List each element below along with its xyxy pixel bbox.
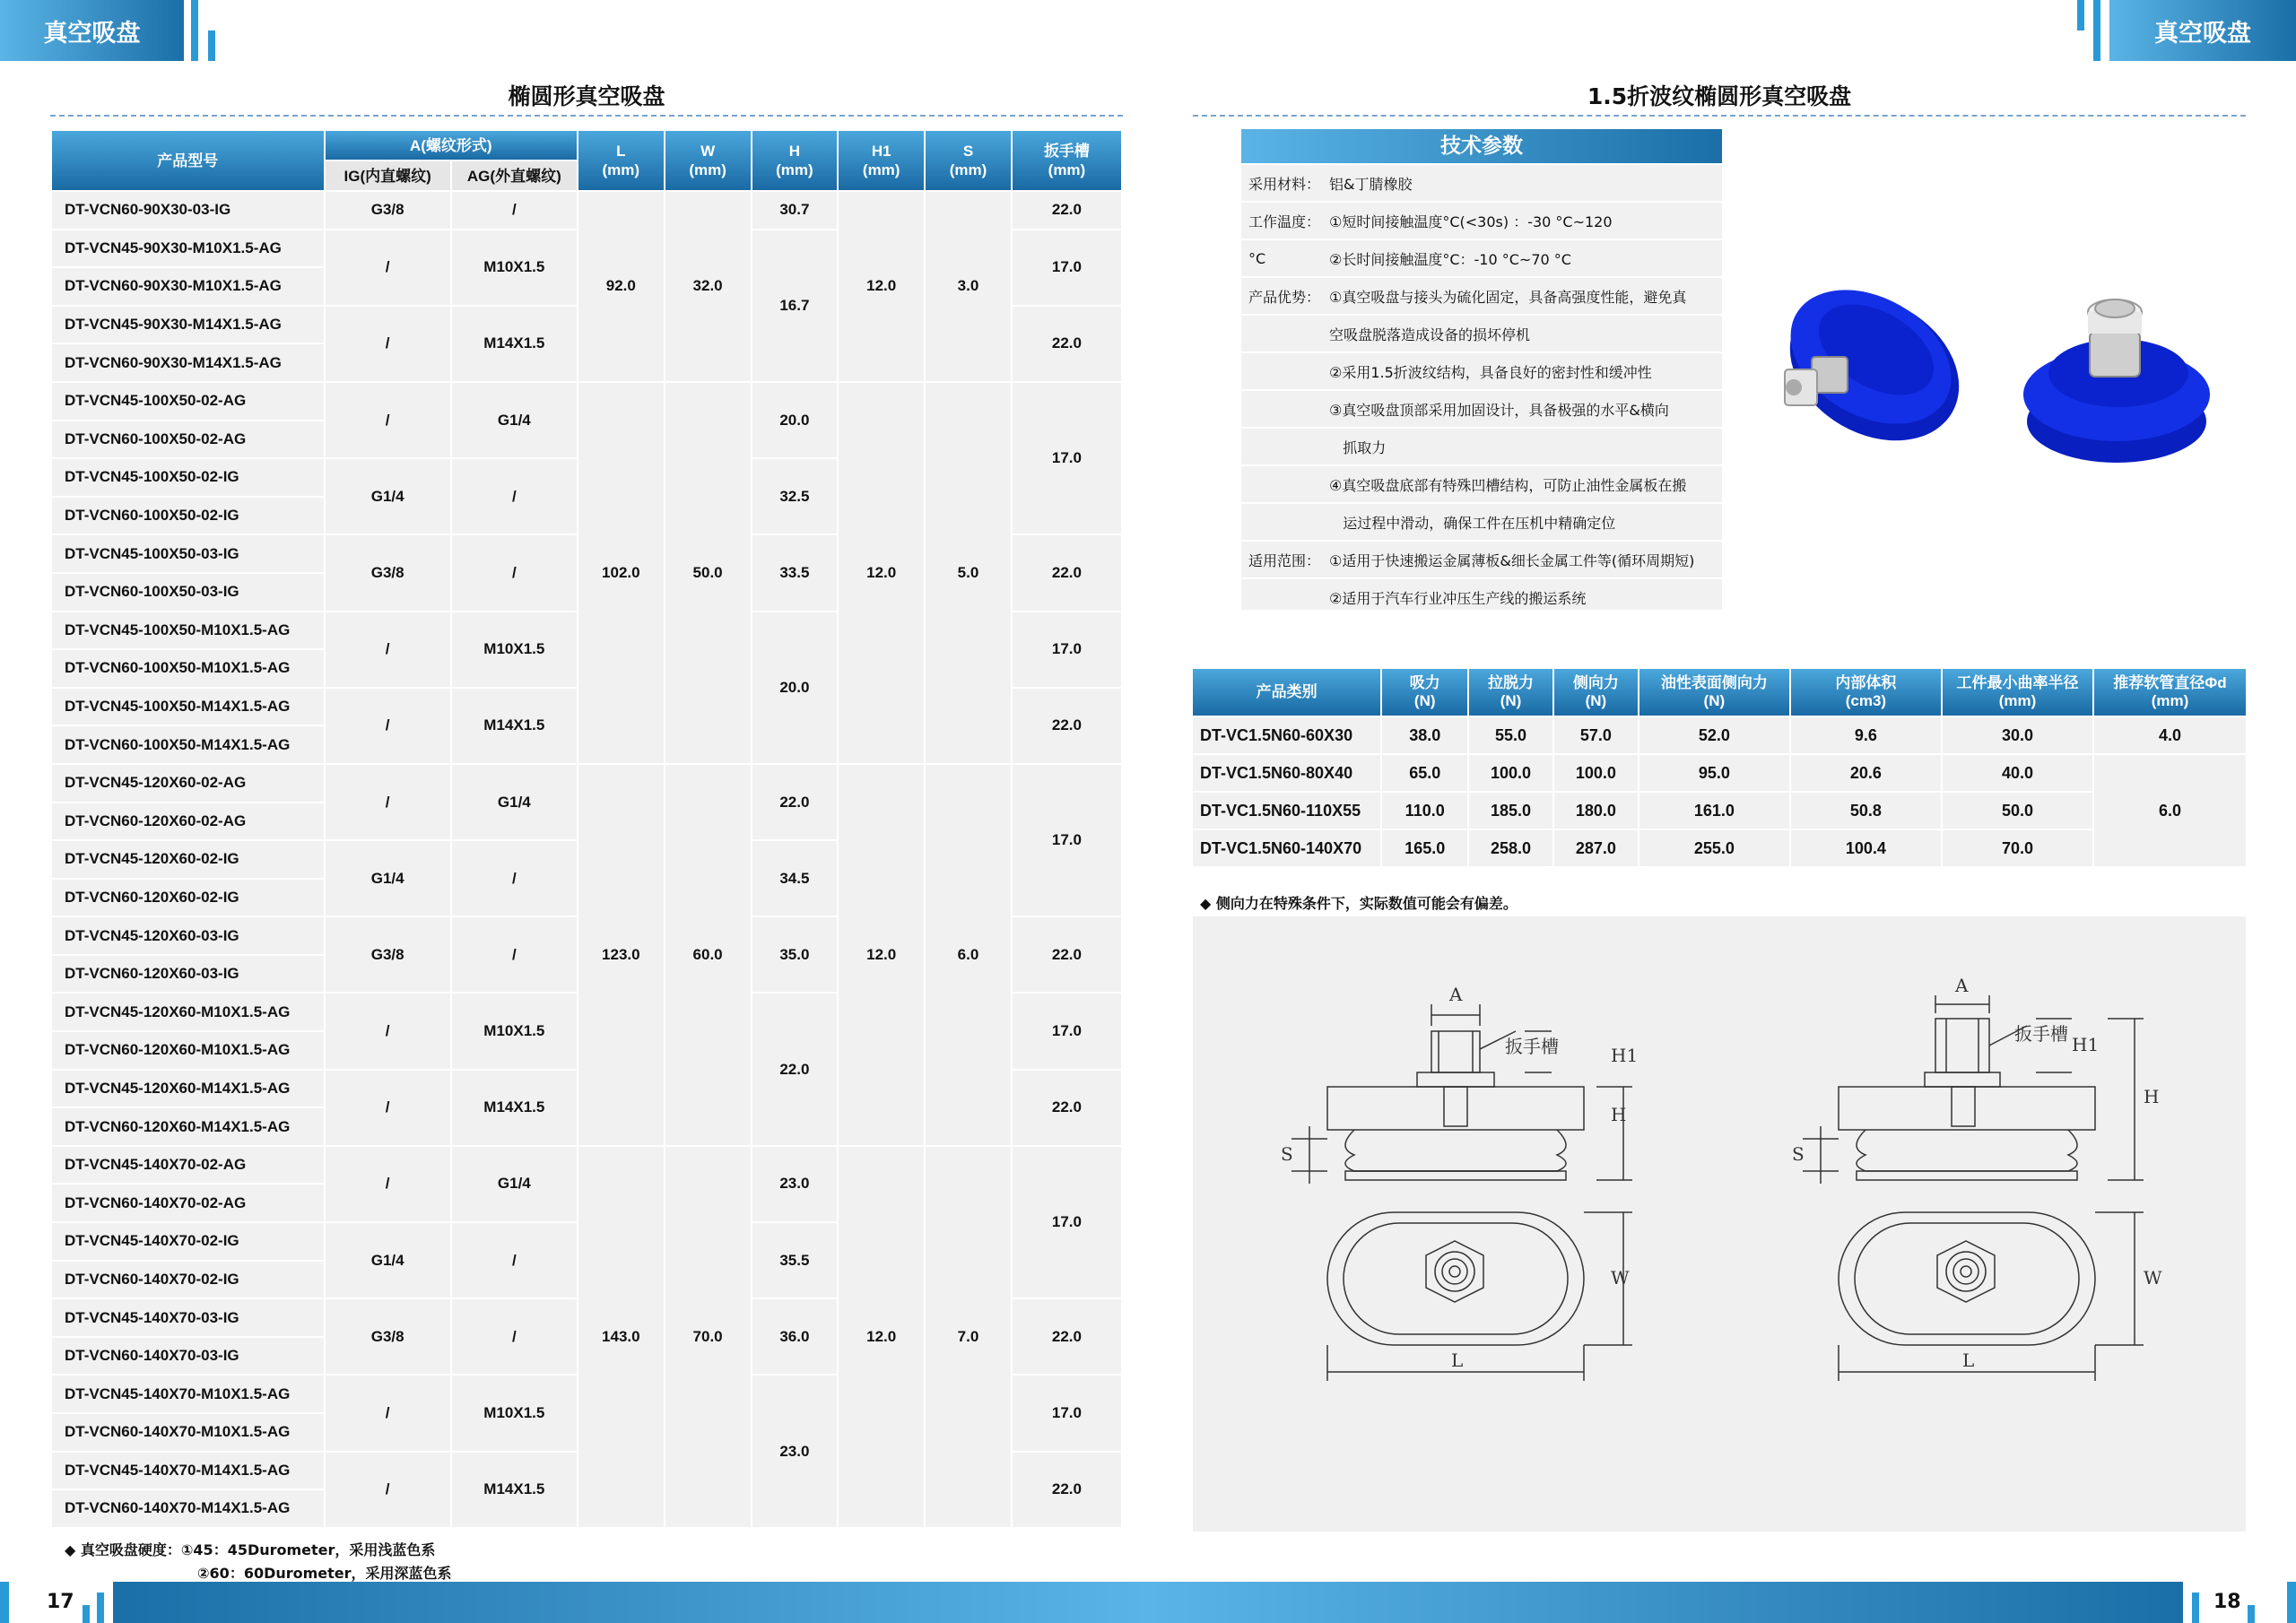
left-spec-table	[50, 129, 1123, 1529]
h-cell: 30.7	[752, 192, 838, 229]
spec-cell: 110.0	[1382, 793, 1467, 829]
spec-cell: 52.0	[1639, 717, 1789, 753]
spec-row	[1193, 755, 2246, 791]
w-cell: 70.0	[665, 1147, 751, 1527]
drawing-left-label-l: L	[1451, 1350, 1464, 1371]
spec-cell: 9.6	[1791, 717, 1941, 753]
spec-cell: 65.0	[1382, 755, 1467, 791]
model-cell: DT-VCN45-100X50-02-AG	[52, 383, 324, 420]
th-L: L (mm)	[578, 131, 664, 190]
model-cell: DT-VCN60-100X50-02-AG	[52, 421, 324, 458]
drawing-right-label-wrench: 扳手槽	[2014, 1023, 2068, 1045]
ig-cell: /	[326, 1453, 450, 1527]
ag-cell: G1/4	[452, 1147, 577, 1221]
spec-cell: 95.0	[1639, 755, 1789, 791]
h-cell: 22.0	[752, 765, 838, 839]
model-cell: DT-VCN60-120X60-02-IG	[52, 880, 324, 916]
model-cell: DT-VCN45-100X50-02-IG	[52, 459, 324, 496]
ag-cell: /	[452, 459, 577, 534]
header-bar-right-2	[2093, 0, 2100, 61]
tech-param-label: 采用材料：	[1248, 175, 1321, 193]
w-cell: 50.0	[665, 383, 751, 763]
wrench-cell: 22.0	[1013, 535, 1121, 610]
ag-cell: /	[452, 535, 577, 610]
tech-param-row	[1241, 352, 1722, 389]
wrench-cell: 22.0	[1013, 1453, 1121, 1527]
h1-cell: 12.0	[839, 1147, 924, 1527]
spec-cell: 165.0	[1382, 830, 1467, 866]
tech-param-row	[1241, 314, 1722, 352]
tech-param-row	[1241, 163, 1722, 201]
model-cell: DT-VCN60-120X60-M10X1.5-AG	[52, 1032, 324, 1069]
h-cell: 33.5	[752, 535, 838, 610]
model-cell: DT-VCN60-120X60-02-AG	[52, 803, 324, 840]
tech-param-row	[1241, 577, 1722, 615]
tech-param-row	[1241, 389, 1722, 427]
spec-cell: 70.0	[1943, 830, 2092, 866]
th-W: W (mm)	[665, 131, 751, 190]
drawing-left-label-s: S	[1281, 1143, 1293, 1165]
footer-right-mark-3	[2287, 1582, 2296, 1623]
spec-th: 吸力 (N)	[1382, 669, 1467, 716]
th-model: 产品型号	[52, 131, 324, 190]
s-cell: 5.0	[926, 383, 1011, 763]
product-image-top	[2018, 287, 2215, 466]
wrench-cell: 22.0	[1013, 1071, 1121, 1145]
ag-cell: G1/4	[452, 383, 577, 457]
model-cell: DT-VCN45-140X70-M14X1.5-AG	[52, 1453, 324, 1489]
spec-th: 侧向力 (N)	[1554, 669, 1638, 716]
header-bar-right-1	[2077, 0, 2084, 30]
spec-cell: DT-VC1.5N60-140X70	[1193, 830, 1380, 866]
page-number-right: 18	[2213, 1591, 2241, 1613]
spec-th: 内部体积 (cm3)	[1791, 669, 1941, 716]
model-cell: DT-VCN45-140X70-02-IG	[52, 1223, 324, 1260]
ag-cell: /	[452, 192, 577, 229]
tech-param-text: 运过程中滑动，确保工件在压机中精确定位	[1329, 514, 1616, 532]
h-cell: 20.0	[752, 612, 838, 763]
wrench-cell: 22.0	[1013, 307, 1121, 381]
spec-th: 工件最小曲率半径 (mm)	[1943, 669, 2092, 716]
tech-param-text: ②采用1.5折波纹结构，具备良好的密封性和缓冲性	[1329, 363, 1652, 381]
ag-cell: /	[452, 917, 577, 992]
spec-cell: 258.0	[1469, 830, 1552, 866]
l-cell: 143.0	[578, 1147, 664, 1527]
drawing-left-label-h: H	[1611, 1104, 1627, 1125]
ag-cell: G1/4	[452, 765, 577, 839]
table-row	[52, 765, 1121, 802]
tech-param-text: 抓取力	[1329, 438, 1387, 456]
footer-left-mark-2	[83, 1605, 90, 1623]
ig-cell: /	[326, 230, 450, 305]
spec-cell: 100.4	[1791, 830, 1941, 866]
spec-row	[1193, 717, 2246, 753]
wrench-cell: 17.0	[1013, 383, 1121, 534]
ig-cell: G1/4	[326, 1223, 450, 1298]
ig-cell: G3/8	[326, 1299, 450, 1374]
ag-cell: /	[452, 1223, 577, 1298]
h-cell: 32.5	[752, 459, 838, 534]
tech-param-row	[1241, 464, 1722, 502]
spec-cell: 255.0	[1639, 830, 1789, 866]
ig-cell: /	[326, 612, 450, 687]
ag-cell: M14X1.5	[452, 1071, 577, 1145]
tech-param-row	[1241, 276, 1722, 314]
right-spec-table	[1191, 667, 2248, 868]
ig-cell: /	[326, 689, 450, 763]
ag-cell: M10X1.5	[452, 612, 577, 687]
model-cell: DT-VCN60-140X70-M14X1.5-AG	[52, 1490, 324, 1527]
ig-cell: G1/4	[326, 841, 450, 916]
h-cell: 23.0	[752, 1376, 838, 1526]
tech-params-rows	[1241, 163, 1722, 615]
ag-cell: M14X1.5	[452, 689, 577, 763]
footer-right-mark-2	[2248, 1605, 2255, 1623]
wrench-cell: 22.0	[1013, 192, 1121, 229]
ig-cell: /	[326, 1071, 450, 1145]
wrench-cell: 22.0	[1013, 689, 1121, 763]
drawing-right-label-h: H	[2144, 1086, 2160, 1107]
wrench-cell: 17.0	[1013, 612, 1121, 687]
spec-cell: 20.6	[1791, 755, 1941, 791]
model-cell: DT-VCN45-140X70-M10X1.5-AG	[52, 1376, 324, 1412]
footer-left-mark-3	[97, 1593, 104, 1623]
l-cell: 92.0	[578, 192, 664, 381]
model-cell: DT-VCN45-140X70-03-IG	[52, 1299, 324, 1336]
model-cell: DT-VCN60-140X70-03-IG	[52, 1338, 324, 1375]
left-spec-table-wrap	[50, 129, 1123, 1529]
tech-param-row	[1241, 201, 1722, 239]
spec-cell: 55.0	[1469, 717, 1552, 753]
spec-cell: 38.0	[1382, 717, 1467, 753]
tech-param-text: ①短时间接触温度°C(<30s) ：-30 °C~120	[1329, 213, 1613, 230]
h1-cell: 12.0	[839, 765, 924, 1145]
model-cell: DT-VCN60-100X50-M10X1.5-AG	[52, 650, 324, 687]
technical-drawing-left	[1256, 968, 1668, 1408]
w-cell: 60.0	[665, 765, 751, 1145]
s-cell: 3.0	[926, 192, 1011, 381]
spec-cell: 50.0	[1943, 793, 2092, 829]
model-cell: DT-VCN60-100X50-02-IG	[52, 498, 324, 534]
spec-th: 产品类别	[1193, 669, 1380, 716]
spec-cell: DT-VC1.5N60-110X55	[1193, 793, 1380, 829]
technical-drawing-right	[1767, 968, 2179, 1408]
model-cell: DT-VCN45-120X60-M10X1.5-AG	[52, 994, 324, 1030]
ag-cell: M10X1.5	[452, 230, 577, 305]
ig-cell: /	[326, 765, 450, 839]
spec-cell: 57.0	[1554, 717, 1638, 753]
l-cell: 123.0	[578, 765, 664, 1145]
tech-param-label: °C	[1248, 249, 1266, 267]
ig-cell: /	[326, 307, 450, 381]
s-cell: 6.0	[926, 765, 1011, 1145]
spec-cell: 100.0	[1554, 755, 1638, 791]
tech-params-panel	[1241, 129, 1722, 610]
spec-cell: 287.0	[1554, 830, 1638, 866]
tech-param-label: 工作温度：	[1248, 213, 1321, 230]
tech-params-header: 技术参数	[1241, 129, 1722, 163]
header-tab-left: 真空吸盘	[0, 0, 184, 61]
model-cell: DT-VCN60-120X60-03-IG	[52, 956, 324, 993]
tech-param-row	[1241, 427, 1722, 464]
h-cell: 20.0	[752, 383, 838, 457]
product-image-side	[1758, 260, 1973, 466]
table-row	[52, 383, 1121, 420]
model-cell: DT-VCN60-90X30-M14X1.5-AG	[52, 344, 324, 381]
spec-cell: DT-VC1.5N60-60X30	[1193, 717, 1380, 753]
tech-param-row	[1241, 239, 1722, 276]
ag-cell: /	[452, 1299, 577, 1374]
drawing-right-label-h1: H1	[2072, 1034, 2100, 1055]
drawing-right-label-l: L	[1962, 1350, 1975, 1371]
tech-param-text: ④真空吸盘底部有特殊凹槽结构，可防止油性金属板在搬	[1329, 476, 1687, 494]
h-cell: 34.5	[752, 841, 838, 916]
spec-cell: 161.0	[1639, 793, 1789, 829]
th-H: H (mm)	[752, 131, 838, 190]
tech-param-label: 产品优势：	[1248, 288, 1321, 306]
wrench-cell: 17.0	[1013, 765, 1121, 916]
drawing-left-label-w: W	[1611, 1267, 1630, 1289]
h1-cell: 12.0	[839, 383, 924, 763]
tech-param-text: ②长时间接触温度°C：-10 °C~70 °C	[1329, 250, 1571, 268]
h1-cell: 12.0	[839, 192, 924, 381]
h-cell: 22.0	[752, 994, 838, 1144]
wrench-cell: 17.0	[1013, 1376, 1121, 1450]
spec-row	[1193, 830, 2246, 866]
model-cell: DT-VCN60-140X70-02-IG	[52, 1262, 324, 1298]
drawing-right-label-a: A	[1955, 975, 1969, 996]
ag-cell: M14X1.5	[452, 1453, 577, 1527]
spec-cell: 30.0	[1943, 717, 2092, 753]
spec-th: 推荐软管直径Φd (mm)	[2094, 669, 2246, 716]
right-spec-table-wrap	[1191, 667, 2248, 868]
ag-cell: M10X1.5	[452, 1376, 577, 1450]
model-cell: DT-VCN60-100X50-M14X1.5-AG	[52, 726, 324, 763]
model-cell: DT-VCN45-90X30-M14X1.5-AG	[52, 307, 324, 343]
model-cell: DT-VCN60-90X30-03-IG	[52, 192, 324, 229]
spec-th: 拉脱力 (N)	[1469, 669, 1552, 716]
ag-cell: M14X1.5	[452, 307, 577, 381]
drawing-left-label-wrench: 扳手槽	[1505, 1036, 1559, 1057]
spec-cell: 180.0	[1554, 793, 1638, 829]
model-cell: DT-VCN60-90X30-M10X1.5-AG	[52, 268, 324, 305]
h-cell: 35.5	[752, 1223, 838, 1298]
header-bar-left-2	[208, 30, 215, 61]
th-H1: H1 (mm)	[839, 131, 924, 190]
hose-cell: 6.0	[2094, 755, 2246, 866]
right-note: ◆ 侧向力在特殊条件下，实际数值可能会有偏差。	[1200, 895, 1518, 912]
right-section-title: 1.5折波纹椭圆形真空吸盘	[1587, 83, 1852, 109]
w-cell: 32.0	[665, 192, 751, 381]
left-section-title: 椭圆形真空吸盘	[508, 83, 665, 109]
wrench-cell: 22.0	[1013, 1299, 1121, 1374]
model-cell: DT-VCN60-140X70-M10X1.5-AG	[52, 1414, 324, 1451]
ag-cell: M10X1.5	[452, 994, 577, 1068]
wrench-cell: 22.0	[1013, 917, 1121, 992]
model-cell: DT-VCN45-120X60-02-AG	[52, 765, 324, 802]
spec-cell: 50.8	[1791, 793, 1941, 829]
header-bar-left-1	[191, 0, 198, 61]
ig-cell: G3/8	[326, 917, 450, 992]
tech-param-label: 适用范围：	[1248, 551, 1321, 569]
ig-cell: G3/8	[326, 535, 450, 610]
model-cell: DT-VCN45-120X60-M14X1.5-AG	[52, 1071, 324, 1107]
th-thread: A(螺纹形式)	[326, 131, 577, 160]
footer-gradient-band	[113, 1582, 2183, 1623]
drawing-left-label-h1: H1	[1611, 1045, 1639, 1066]
spec-cell: 100.0	[1469, 755, 1552, 791]
spec-cell: 40.0	[1943, 755, 2092, 791]
model-cell: DT-VCN60-140X70-02-AG	[52, 1185, 324, 1221]
model-cell: DT-VCN60-120X60-M14X1.5-AG	[52, 1108, 324, 1145]
right-title-divider	[1193, 115, 2246, 117]
model-cell: DT-VCN45-120X60-03-IG	[52, 917, 324, 954]
tech-param-text: ①适用于快速搬运金属薄板&细长金属工件等(循环周期短)	[1329, 551, 1695, 569]
ig-cell: G1/4	[326, 459, 450, 534]
ig-cell: G3/8	[326, 192, 450, 229]
th-wrench: 扳手槽 (mm)	[1013, 131, 1121, 190]
spec-cell: 185.0	[1469, 793, 1552, 829]
wrench-cell: 17.0	[1013, 1147, 1121, 1298]
th-ag: AG(外直螺纹)	[452, 161, 577, 190]
h-cell: 16.7	[752, 230, 838, 381]
h-cell: 36.0	[752, 1299, 838, 1374]
drawing-right-label-w: W	[2144, 1267, 2162, 1289]
tech-param-text: 空吸盘脱落造成设备的损坏停机	[1329, 325, 1531, 343]
tech-param-text: 铝&丁腈橡胶	[1329, 175, 1413, 193]
model-cell: DT-VCN45-100X50-M14X1.5-AG	[52, 689, 324, 725]
tech-param-row	[1241, 502, 1722, 540]
hose-cell: 4.0	[2094, 717, 2246, 753]
ig-cell: /	[326, 994, 450, 1068]
wrench-cell: 17.0	[1013, 994, 1121, 1068]
tech-param-text: ①真空吸盘与接头为硫化固定，具备高强度性能，避免真	[1329, 288, 1687, 306]
drawing-right-label-s: S	[1792, 1143, 1805, 1165]
tech-param-row	[1241, 540, 1722, 577]
h-cell: 23.0	[752, 1147, 838, 1221]
wrench-cell: 17.0	[1013, 230, 1121, 305]
tech-param-text: ③真空吸盘顶部采用加固设计，具备极强的水平&横向	[1329, 401, 1669, 419]
page-number-left: 17	[47, 1591, 74, 1613]
ag-cell: /	[452, 841, 577, 916]
table-row	[52, 1147, 1121, 1184]
model-cell: DT-VCN45-100X50-M10X1.5-AG	[52, 612, 324, 649]
left-note-line-2: ②60：60Durometer，采用深蓝色系	[197, 1565, 452, 1582]
l-cell: 102.0	[578, 383, 664, 763]
spec-cell: DT-VC1.5N60-80X40	[1193, 755, 1380, 791]
header-tab-right: 真空吸盘	[2109, 0, 2296, 61]
ig-cell: /	[326, 1376, 450, 1450]
model-cell: DT-VCN45-120X60-02-IG	[52, 841, 324, 878]
footer-left-mark-1	[0, 1582, 9, 1623]
model-cell: DT-VCN60-100X50-03-IG	[52, 574, 324, 611]
s-cell: 7.0	[926, 1147, 1011, 1527]
model-cell: DT-VCN45-100X50-03-IG	[52, 535, 324, 572]
ig-cell: /	[326, 1147, 450, 1221]
tech-param-text: ②适用于汽车行业冲压生产线的搬运系统	[1329, 589, 1587, 607]
left-title-divider	[50, 115, 1123, 117]
model-cell: DT-VCN45-140X70-02-AG	[52, 1147, 324, 1184]
table-row	[52, 192, 1121, 229]
th-S: S (mm)	[926, 131, 1011, 190]
th-ig: IG(内直螺纹)	[326, 161, 450, 190]
drawing-left-label-a: A	[1449, 984, 1463, 1005]
spec-th: 油性表面侧向力 (N)	[1639, 669, 1789, 716]
left-note-line-1: ◆ 真空吸盘硬度：①45：45Durometer，采用浅蓝色系	[65, 1541, 436, 1558]
footer-right-mark-1	[2192, 1593, 2199, 1623]
spec-row	[1193, 793, 2246, 829]
h-cell: 35.0	[752, 917, 838, 992]
ig-cell: /	[326, 383, 450, 457]
model-cell: DT-VCN45-90X30-M10X1.5-AG	[52, 230, 324, 267]
